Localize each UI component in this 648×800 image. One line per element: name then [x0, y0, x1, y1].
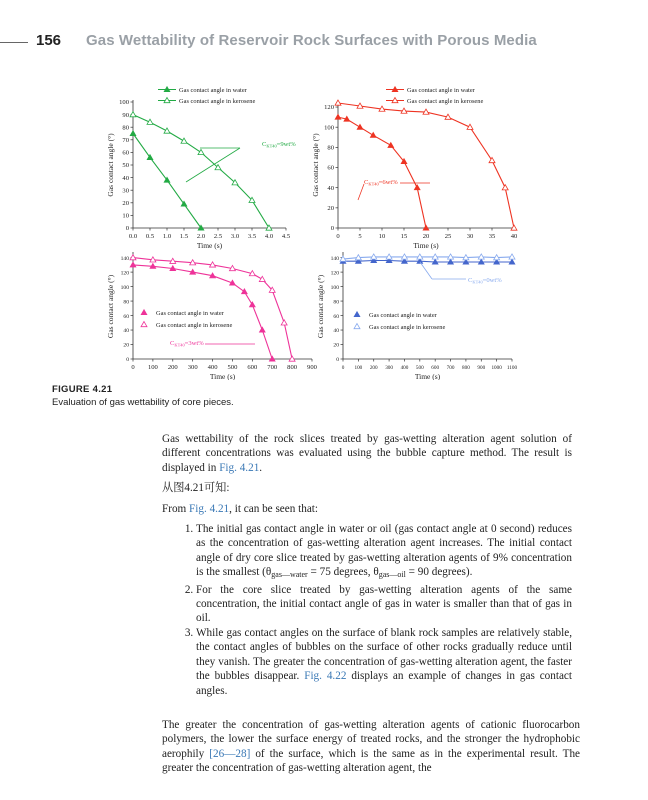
figure-caption	[52, 384, 234, 408]
y-tick-label: 0	[125, 225, 129, 233]
legend-label: Gas contact angle in kerosene	[407, 98, 484, 105]
series-line-water	[343, 261, 512, 263]
legend-label: Gas contact angle in kerosene	[369, 324, 446, 331]
x-tick-label: 15	[400, 233, 408, 240]
x-tick-label: 600	[247, 364, 258, 371]
y-tick-label: 80	[333, 299, 339, 306]
x-tick-label: 100	[147, 364, 158, 371]
series-line-water	[338, 117, 426, 228]
x-tick-label: 800	[462, 365, 470, 371]
data-point	[281, 320, 287, 325]
concentration-annotation: $C_{KT40}=0wt\%$	[468, 277, 502, 285]
data-point	[241, 289, 247, 294]
y-tick-label: 20	[123, 342, 129, 349]
series-line-kerosene	[343, 257, 512, 259]
x-axis-label: Time (s)	[413, 241, 439, 250]
annotation-pointer	[186, 148, 240, 182]
citation-link[interactable]: [26—28]	[209, 747, 251, 760]
body-text	[162, 432, 572, 704]
y-tick-label: 60	[123, 313, 129, 320]
y-tick-label: 60	[122, 149, 129, 157]
legend-label: Gas contact angle in water	[407, 87, 475, 94]
y-tick-label: 0	[330, 225, 334, 233]
annotation-subscript: KT40	[472, 279, 483, 285]
y-tick-label: 30	[122, 187, 129, 195]
x-tick-label: 500	[227, 364, 238, 371]
data-point	[130, 262, 136, 267]
data-point	[370, 132, 376, 137]
legend-marker	[354, 312, 360, 317]
x-tick-label: 800	[287, 364, 298, 371]
data-point	[259, 327, 265, 332]
x-tick-label: 0	[336, 233, 340, 240]
concentration-annotation: $C_{KT40}=6wt\%$	[364, 179, 398, 187]
y-tick-label: 60	[327, 164, 334, 172]
x-tick-label: 10	[378, 233, 386, 240]
legend-marker	[354, 324, 360, 329]
x-tick-label: 1.0	[162, 233, 172, 240]
x-tick-label: 4.0	[264, 233, 274, 240]
data-point	[164, 128, 170, 133]
annotation-subscript: KT40	[174, 342, 185, 348]
item3-a: While gas contact angles on the surface of blank rock samples are relatively stable, the contact angles of bubbles on the surface of other rocks gradually reduce until they vanish. The greater the concentration of gas-wetting alteration agent, the faster the bubbles disappear.	[196, 626, 572, 683]
x-tick-label: 500	[415, 365, 424, 371]
y-tick-label: 120	[324, 104, 334, 112]
list-item	[196, 522, 572, 583]
data-point	[130, 112, 136, 117]
annotation-pointer	[420, 262, 432, 279]
y-tick-label: 60	[333, 313, 339, 320]
item1-end: = 90 degrees).	[405, 566, 473, 579]
x-tick-label: 1100	[506, 365, 518, 371]
y-tick-label: 80	[123, 299, 129, 306]
page-number: 156	[36, 32, 62, 49]
x-tick-label: 0.5	[145, 233, 155, 240]
paragraph-last	[162, 718, 580, 776]
x-tick-label: 1.5	[179, 233, 189, 240]
y-tick-label: 10	[122, 212, 129, 220]
y-tick-label: 120	[330, 270, 339, 277]
series-line-kerosene	[133, 115, 269, 228]
y-tick-label: 20	[122, 200, 129, 207]
x-tick-label: 0	[131, 364, 135, 371]
x-tick-label: 900	[307, 364, 317, 371]
x-tick-label: 600	[431, 365, 440, 371]
y-tick-label: 100	[119, 99, 129, 107]
x-tick-label: 0.0	[128, 233, 138, 240]
y-tick-label: 40	[333, 328, 339, 335]
y-tick-label: 100	[120, 284, 129, 291]
data-point	[198, 149, 204, 154]
x-tick-label: 25	[444, 233, 452, 240]
item1-sub2: gas—oil	[378, 570, 406, 580]
x-tick-label: 3.0	[230, 233, 240, 240]
figure-4-21	[0, 80, 648, 380]
x-tick-label: 1000	[491, 365, 502, 371]
para-last-b: of the surface, which is the same as in the experimental result. The greater the concentration of gas-wetting alteration agent, the	[162, 747, 581, 775]
data-point	[357, 124, 363, 129]
legend-label: Gas contact angle in water	[179, 87, 247, 94]
y-tick-label: 140	[120, 255, 129, 262]
data-point	[249, 302, 255, 307]
legend-label: Gas contact angle in kerosene	[156, 322, 233, 329]
x-tick-label: 4.5	[281, 233, 291, 240]
data-point	[335, 114, 341, 119]
x-tick-label: 300	[187, 364, 198, 371]
x-tick-label: 700	[446, 365, 455, 371]
x-tick-label: 200	[369, 365, 378, 371]
y-tick-label: 100	[330, 284, 339, 291]
paragraph-1-text: Gas wettability of the rock slices treated by gas-wetting alteration agent solution of different concentrations was evaluated using the bubble capture method. The result is displayed in	[162, 433, 572, 474]
y-axis-label: Gas contact angle (°)	[106, 274, 115, 339]
annotation-pointer	[358, 184, 364, 200]
y-tick-label: 140	[330, 255, 339, 262]
item1-a: The initial gas contact angle in water or oil (gas contact angle at 0 second) reduces as the concentration of gas-wetting alteration agent increases. The initial contact angle of dry core slice treated by gas-wetting alteration agents of 9% concentration is the smallest (θ	[196, 523, 572, 579]
y-tick-label: 50	[122, 162, 129, 170]
annotation-rest: =0wt%	[482, 277, 502, 284]
y-tick-label: 20	[327, 205, 334, 213]
data-point	[335, 100, 341, 105]
x-tick-label: 5	[358, 233, 362, 240]
x-axis-label: Time (s)	[414, 372, 441, 380]
data-point	[130, 131, 136, 136]
y-axis-label: Gas contact angle (°)	[316, 274, 325, 339]
item1-mid: = 75 degrees, θ	[307, 566, 379, 579]
x-tick-label: 400	[207, 364, 218, 371]
x-tick-label: 40	[510, 233, 518, 240]
x-tick-label: 200	[167, 364, 178, 371]
y-tick-label: 40	[122, 174, 129, 182]
item1-sub1: gas—water	[271, 570, 308, 580]
x-tick-label: 400	[400, 365, 409, 371]
concentration-annotation: $C_{KT40}=9wt\%$	[262, 141, 296, 149]
x-tick-label: 30	[466, 233, 474, 240]
concentration-annotation: $C_{KT40}=3wt\%$	[170, 340, 204, 348]
y-tick-label: 40	[123, 328, 129, 335]
list-item	[196, 626, 572, 698]
y-tick-label: 120	[120, 270, 129, 277]
x-tick-label: 2.0	[196, 233, 206, 240]
x-tick-label: 3.5	[247, 233, 257, 240]
x-tick-label: 20	[422, 233, 430, 240]
legend-marker	[141, 310, 147, 315]
figure-label: FIGURE 4.21	[52, 384, 113, 395]
x-tick-label: 2.5	[213, 233, 223, 240]
y-tick-label: 100	[324, 124, 334, 132]
data-point	[502, 185, 508, 190]
x-tick-label: 100	[354, 365, 363, 371]
figure-caption-text: Evaluation of gas wettability of core pieces.	[52, 397, 234, 408]
annotation-rest: =9wt%	[276, 141, 296, 148]
paragraph-1-end: .	[259, 461, 263, 474]
para-last-a: The greater the concentration of gas-wetting alteration agents of cationic fluorocarbon polymers, the lower the surface energy of treated rocks, and the stronger the hydrophobic aerophily	[162, 719, 580, 760]
x-axis-label: Time (s)	[196, 241, 223, 250]
x-tick-label: 700	[267, 364, 278, 371]
x-tick-label: 900	[477, 365, 486, 371]
data-point	[414, 185, 420, 190]
list-intro	[162, 502, 572, 516]
data-point	[259, 276, 265, 281]
legend-marker	[141, 322, 147, 327]
x-tick-label: 0	[341, 365, 345, 371]
x-tick-label: 35	[488, 233, 496, 240]
findings-list	[162, 522, 572, 698]
series-line-kerosene	[338, 103, 514, 228]
y-tick-label: 70	[122, 137, 129, 144]
y-axis-label: Gas contact angle (°)	[311, 133, 320, 197]
y-tick-label: 20	[333, 342, 339, 349]
legend-label: Gas contact angle in water	[156, 310, 224, 317]
list-intro-b: , it can be seen that:	[229, 502, 319, 515]
legend-label: Gas contact angle in water	[369, 312, 437, 319]
header-rule	[0, 42, 28, 43]
x-axis-label: Time (s)	[209, 372, 236, 380]
y-tick-label: 0	[126, 357, 129, 364]
annotation-subscript: KT40	[368, 181, 379, 187]
y-tick-label: 90	[122, 111, 129, 119]
paragraph-1	[162, 432, 572, 475]
list-item: 2. For the core slice treated by gas-wetting alteration agents of the same concentration, the initial contact angle of gas in water is smaller than that of gas in oil.	[196, 583, 572, 626]
fig-4-21-link-2[interactable]: Fig. 4.21	[189, 502, 230, 515]
page-header	[0, 32, 648, 52]
annotation-subscript: KT40	[266, 143, 277, 149]
running-title: Gas Wettability of Reservoir Rock Surfaces with Porous Media	[86, 32, 537, 49]
data-point	[130, 255, 136, 260]
x-tick-label: 300	[385, 365, 393, 371]
fig-4-22-link[interactable]: Fig. 4.22	[304, 670, 347, 683]
y-tick-label: 80	[327, 144, 334, 152]
data-point	[181, 138, 187, 143]
annotation-rest: =6wt%	[378, 179, 398, 186]
chinese-line: 从图4.21可知:	[162, 482, 230, 495]
fig-4-21-link[interactable]: Fig. 4.21	[219, 461, 260, 474]
y-tick-label: 0	[336, 357, 339, 364]
y-tick-label: 80	[122, 124, 129, 132]
item3-b: displays an example of changes in gas contact angles.	[196, 670, 572, 697]
annotation-rest: =3wt%	[184, 340, 204, 347]
data-point	[388, 142, 394, 147]
y-tick-label: 40	[327, 184, 334, 192]
legend-label: Gas contact angle in kerosene	[179, 98, 256, 105]
list-intro-a: From	[162, 502, 190, 515]
y-axis-label: Gas contact angle (°)	[106, 133, 115, 197]
